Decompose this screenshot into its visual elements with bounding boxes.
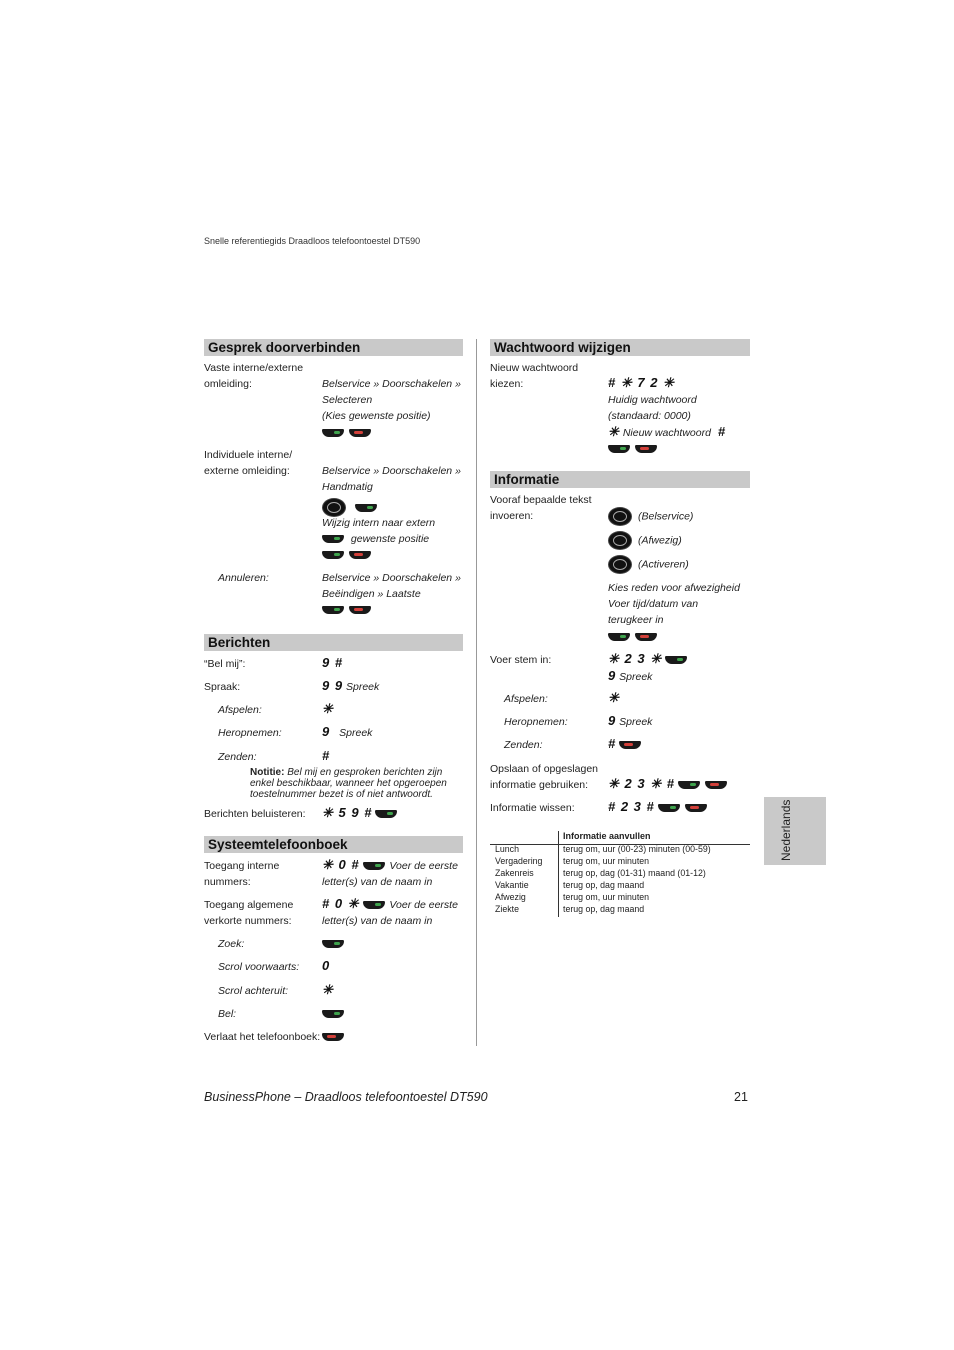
table-cell-name: Vakantie — [495, 880, 529, 890]
value-annuleren-2: Beëindigen » Laatste — [322, 588, 421, 600]
label-bel: Bel: — [218, 1008, 237, 1020]
value-wachtwoord-1: Huidig wachtwoord — [608, 394, 697, 406]
navigation-key-icon — [608, 531, 632, 550]
text-algemeen-2: letter(s) van de naam in — [322, 915, 433, 927]
label-beluisteren: Berichten beluisteren: — [204, 808, 306, 820]
keys-spraak: 9 9 — [322, 678, 344, 693]
no-key-icon — [349, 429, 371, 437]
note-text: Bel mij en gesproken berichten zijn enkel beschikbaar, wanneer het opgeroepen toestelnummer bezet is of niet antwoordt. — [250, 767, 447, 800]
yes-key-icon — [322, 535, 344, 543]
label-spraak: Spraak: — [204, 681, 241, 693]
no-key-icon — [349, 551, 371, 559]
section-title-gesprek: Gesprek doorverbinden — [204, 339, 463, 356]
running-head: Snelle referentiegids Draadloos telefoontoestel DT590 — [204, 236, 421, 246]
value-wachtwoord-2: (standaard: 0000) — [608, 410, 691, 422]
wachtwoord-keys — [608, 441, 753, 457]
keys-verlaat — [322, 1029, 467, 1045]
label-vooraf-2: invoeren: — [490, 510, 534, 522]
value-kies-3: terugkeer in — [608, 614, 664, 626]
label-algemeen-1: Toegang algemene — [204, 899, 294, 911]
yes-key-icon — [363, 901, 385, 909]
yes-key-icon — [322, 551, 344, 559]
label-intern-2: nummers: — [204, 876, 251, 888]
value-wissen — [608, 799, 753, 816]
table-cell-name: Vergadering — [495, 856, 543, 866]
info-table-column-rule — [558, 831, 559, 917]
yes-key-icon — [322, 1010, 344, 1018]
yes-key-icon — [322, 940, 344, 948]
label-zoek: Zoek: — [218, 938, 245, 950]
keys-algemeen: # 0 ✳ — [322, 896, 360, 911]
text-algemeen-1: Voer de eerste — [389, 899, 458, 911]
text-nav-3: (Activeren) — [638, 558, 689, 571]
note — [250, 767, 464, 800]
label-voorwaarts: Scrol voorwaarts: — [218, 961, 300, 973]
yes-key-icon — [678, 781, 700, 789]
yes-key-icon — [608, 445, 630, 453]
table-cell-desc: terug op, dag maand — [563, 880, 645, 890]
value-vaste-2: Selecteren — [322, 394, 373, 406]
column-divider — [476, 339, 477, 1046]
keys-info-zenden: # — [608, 736, 617, 751]
label-wachtwoord-1: Nieuw wachtwoord — [490, 362, 579, 374]
label-opslaan-1: Opslaan of opgeslagen — [490, 763, 598, 775]
no-key-icon — [619, 741, 641, 749]
indiv-keys-3 — [322, 547, 467, 563]
label-vaste-2: omleiding: — [204, 378, 252, 390]
yes-key-icon — [658, 804, 680, 812]
info-table-header: Informatie aanvullen — [563, 831, 651, 841]
table-cell-desc: terug om, uur minuten — [563, 856, 650, 866]
yes-key-icon — [608, 633, 630, 641]
keys-wissen: # 2 3 # — [608, 799, 655, 814]
no-key-icon — [705, 781, 727, 789]
label-info-heropnemen: Heropnemen: — [504, 716, 568, 728]
no-key-icon — [322, 1033, 344, 1041]
yes-key-icon — [322, 606, 344, 614]
keys-wachtwoord: # ✳ 7 2 ✳ — [608, 375, 675, 390]
value-indiv-2: Handmatig — [322, 481, 373, 493]
value-vaste-1: Belservice » Doorschakelen » — [322, 378, 461, 390]
keys-wachtwoord-hash: # — [717, 424, 727, 439]
label-wissen: Informatie wissen: — [490, 802, 575, 814]
label-zenden: Zenden: — [218, 751, 257, 763]
text-nav-1: (Belservice) — [638, 510, 694, 523]
value-info-heropnemen — [608, 713, 753, 730]
value-wachtwoord-3 — [608, 424, 758, 441]
keys-belmij: 9 # — [322, 655, 344, 670]
yes-key-icon — [363, 862, 385, 870]
table-cell-name: Afwezig — [495, 892, 526, 902]
kies-keys — [608, 629, 753, 645]
value-kies-1: Kies reden voor afwezigheid — [608, 582, 740, 594]
text-intern-1: Voer de eerste — [389, 860, 458, 872]
value-nav-2 — [608, 531, 753, 550]
table-cell-desc: terug op, dag (01-31) maand (01-12) — [563, 868, 706, 878]
text-nav-2: (Afwezig) — [638, 534, 682, 547]
label-stem: Voer stem in: — [490, 654, 552, 666]
section-title-wachtwoord: Wachtwoord wijzigen — [490, 339, 750, 356]
value-vaste-3: (Kies gewenste positie) — [322, 410, 431, 422]
keys-zenden: # — [322, 748, 331, 763]
keys-afspelen: ✳ — [322, 701, 334, 716]
label-annuleren: Annuleren: — [218, 572, 269, 584]
keys-intern: ✳ 0 # — [322, 857, 360, 872]
language-tab-label: Nederlands — [779, 799, 793, 861]
yes-key-icon — [375, 810, 397, 818]
keys-heropnemen: 9 — [322, 724, 331, 739]
value-indiv-3: Wijzig intern naar extern — [322, 517, 436, 529]
label-heropnemen: Heropnemen: — [218, 727, 282, 739]
table-cell-desc: terug om, uur (00-23) minuten (00-59) — [563, 844, 711, 854]
no-key-icon — [685, 804, 707, 812]
keys-zoek — [322, 936, 467, 952]
text-heropnemen: Spreek — [339, 727, 373, 739]
footer-title: BusinessPhone – Draadloos telefoontoestel DT590 — [204, 1090, 488, 1104]
keys-beluisteren: ✳ 5 9 # — [322, 805, 373, 820]
keys-info-afspelen: ✳ — [608, 690, 620, 705]
section-title-berichten: Berichten — [204, 634, 463, 651]
keys-info-heropnemen: 9 — [608, 713, 617, 728]
value-beluisteren — [322, 805, 467, 822]
label-vaste-1: Vaste interne/externe — [204, 362, 304, 374]
label-info-afspelen: Afspelen: — [504, 693, 548, 705]
text-intern-2: letter(s) van de naam in — [322, 876, 433, 888]
label-algemeen-2: verkorte nummers: — [204, 915, 292, 927]
no-key-icon — [635, 633, 657, 641]
value-nav-1 — [608, 507, 753, 526]
navigation-key-icon — [608, 507, 632, 526]
navigation-key-icon — [608, 555, 632, 574]
page-number: 21 — [734, 1090, 748, 1104]
text-verlaat: Verlaat het telefoonboek: — [204, 1031, 321, 1043]
label-indiv-1: Individuele interne/ — [204, 449, 293, 461]
yes-key-icon — [355, 504, 377, 512]
label-intern-1: Toegang interne — [204, 860, 280, 872]
label-belmij: “Bel mij”: — [204, 658, 246, 670]
text-spraak: Spreek — [346, 681, 380, 693]
vaste-keys — [322, 425, 467, 441]
annuleren-keys — [322, 602, 467, 618]
keys-bel — [322, 1006, 467, 1022]
no-key-icon — [349, 606, 371, 614]
label-wachtwoord-2: kiezen: — [490, 378, 524, 390]
value-info-zenden — [608, 736, 753, 753]
keys-opslaan: ✳ 2 3 ✳ # — [608, 776, 675, 791]
keys-achteruit: ✳ — [322, 982, 334, 997]
value-indiv-4: gewenste positie — [350, 533, 430, 545]
label-indiv-2: externe omleiding: — [204, 465, 290, 477]
label-vooraf-1: Vooraf bepaalde tekst — [490, 494, 592, 506]
language-tab — [764, 797, 826, 865]
keys-voorwaarts: 0 — [322, 958, 331, 973]
label-info-zenden: Zenden: — [504, 739, 543, 751]
value-opslaan — [608, 776, 758, 793]
keys-stem: ✳ 2 3 ✳ — [608, 651, 663, 666]
value-annuleren-1: Belservice » Doorschakelen » — [322, 572, 461, 584]
table-cell-desc: terug om, uur minuten — [563, 892, 650, 902]
value-stem-2 — [608, 668, 753, 685]
text-info-heropnemen: Spreek — [619, 716, 653, 728]
value-spraak — [322, 678, 467, 695]
keys-wachtwoord-star: ✳ — [608, 424, 620, 439]
table-cell-name: Zakenreis — [495, 868, 534, 878]
section-title-informatie: Informatie — [490, 471, 750, 488]
text-stem: Spreek — [619, 671, 653, 683]
value-kies-2: Voer tijd/datum van — [608, 598, 699, 610]
text-wachtwoord-3: Nieuw wachtwoord — [622, 427, 711, 439]
section-title-telefoonboek: Systeemtelefoonboek — [204, 836, 463, 853]
yes-key-icon — [322, 429, 344, 437]
value-intern-1 — [322, 857, 472, 874]
yes-key-icon — [665, 656, 687, 664]
note-label: Notitie: — [250, 767, 285, 778]
table-cell-name: Lunch — [495, 844, 519, 854]
no-key-icon — [635, 445, 657, 453]
label-achteruit: Scrol achteruit: — [218, 985, 289, 997]
table-cell-desc: terug op, dag maand — [563, 904, 645, 914]
value-indiv-1: Belservice » Doorschakelen » — [322, 465, 461, 477]
label-afspelen: Afspelen: — [218, 704, 262, 716]
indiv-keys-2 — [322, 531, 467, 547]
value-heropnemen — [322, 724, 467, 741]
value-stem-1 — [608, 651, 753, 668]
table-cell-name: Ziekte — [495, 904, 519, 914]
value-nav-3 — [608, 555, 753, 574]
value-algemeen-1 — [322, 896, 472, 913]
label-opslaan-2: informatie gebruiken: — [490, 779, 589, 791]
keys-stem-2: 9 — [608, 668, 617, 683]
